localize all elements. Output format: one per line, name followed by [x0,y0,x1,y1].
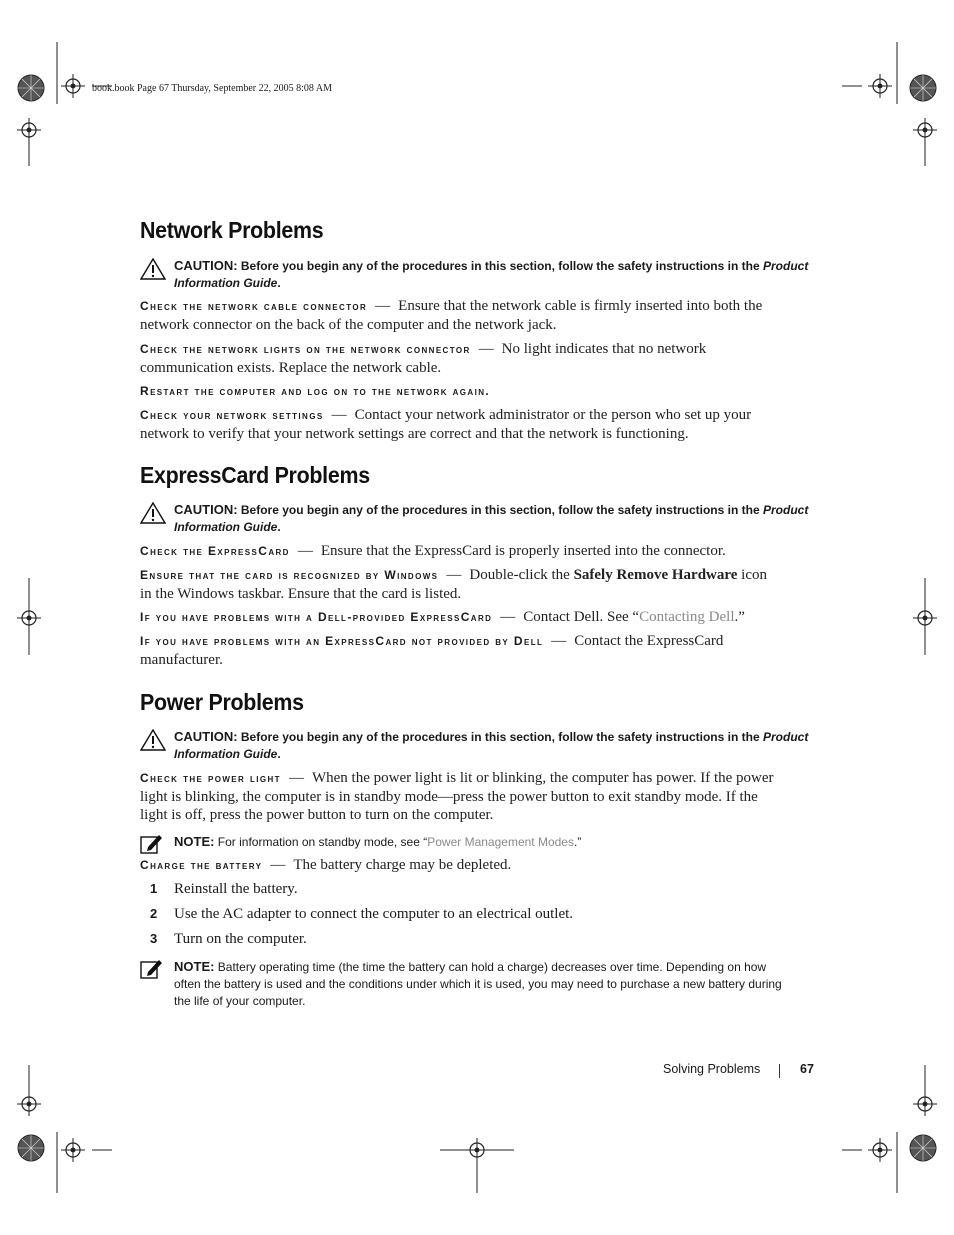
heading-expresscard-problems: ExpressCard Problems [140,462,370,488]
expresscard-p3-title: If you have problems with a Dell-provided ExpressCard [140,610,493,624]
heading-power-problems: Power Problems [140,689,304,715]
note-standby: NOTE: For information on standby mode, see “Power Management Modes.” [140,833,812,851]
caution-notice: CAUTION: Before you begin any of the procedures in this section, follow the safety instructions in the Product Information Guide. [140,728,812,763]
network-p4: Check your network settings — Contact your network administrator or the person who set up your network to verify that your network settings are correct and that the network is functioning. [140,407,752,442]
step-2: 2 Use the AC adapter to connect the computer to an electrical outlet. [150,906,574,922]
power-p1: Check the power light — When the power light is lit or blinking, the computer has power. If the power light is blinking, the computer is in standby mode—press the power button to exit standby mode. If the light is off, press the power button to turn on the computer. [140,770,774,823]
power-p2: Charge the battery — The battery charge may be depleted. [140,857,512,873]
expresscard-p2: Ensure that the card is recognized by Windows — Double-click the Safely Remove Hardware icon in the Windows taskbar. Ensure that the card is listed. [140,567,767,602]
expresscard-p1: Check the ExpressCard — Ensure that the ExpressCard is properly inserted into the connector. [140,543,726,559]
page-number: 67 [800,1062,814,1076]
expresscard-p2-title: Ensure that the card is recognized by Windows [140,568,439,582]
caution-notice: CAUTION: Before you begin any of the procedures in this section, follow the safety instructions in the Product Information Guide. [140,257,812,292]
caution-guide-1: Product [762,259,809,273]
heading-network-problems: Network Problems [140,217,324,243]
network-p4-title: Check your network settings [140,408,324,422]
expresscard-p3: If you have problems with a Dell-provided ExpressCard — Contact Dell. See “Contacting Dell.” [140,609,745,625]
slug-line: book.book Page 67 Thursday, September 22, 2005 8:08 AM [92,83,332,94]
step-1: 1 Reinstall the battery. [150,881,298,897]
caution-notice: CAUTION: Before you begin any of the procedures in this section, follow the safety instructions in the Product Information Guide. [140,501,812,536]
caution-guide-2: Information Guide [174,276,278,290]
caution-label: CAUTION: [174,258,238,273]
step-3: 3 Turn on the computer. [150,931,307,947]
caution-text: Before you begin any of the procedures in this section, follow the safety instructions in the [240,259,760,273]
network-p2-title: Check the network lights on the network connector [140,342,471,356]
footer-section: Solving Problems [663,1062,761,1076]
power-management-modes-link[interactable]: Power Management Modes [427,835,574,849]
expresscard-p1-title: Check the ExpressCard [140,544,290,558]
power-p2-title: Charge the battery [140,858,263,872]
network-p3-title: Restart the computer and log on to the network again. [140,384,491,398]
power-p1-title: Check the power light [140,771,281,785]
expresscard-p4-title: If you have problems with an ExpressCard not provided by Dell [140,634,544,648]
network-p3 [140,382,808,401]
caution-triangle-icon [140,258,166,280]
network-p1-title: Check the network cable connector [140,299,368,313]
caution-triangle-icon [140,502,166,524]
contacting-dell-link[interactable]: Contacting Dell [639,609,735,625]
footer-divider [779,1064,780,1078]
expresscard-p4: If you have problems with an ExpressCard not provided by Dell — Contact the ExpressCard manufacturer. [140,633,724,668]
caution-triangle-icon [140,729,166,751]
note-pencil-icon [140,959,164,979]
note-pencil-icon [140,834,164,854]
page-footer [663,1062,814,1076]
note-battery: NOTE: Battery operating time (the time the battery can hold a charge) decreases over time. Depending on how often the battery is used and the conditions under which it is used, you may need to purchase a new battery during the life of your computer. [140,958,812,1010]
network-p1: Check the network cable connector — Ensure that the network cable is firmly inserted into both the network connector on the back of the computer and the network jack. [140,298,763,333]
network-p2: Check the network lights on the network connector — No light indicates that no network communication exists. Replace the network cable. [140,341,707,376]
